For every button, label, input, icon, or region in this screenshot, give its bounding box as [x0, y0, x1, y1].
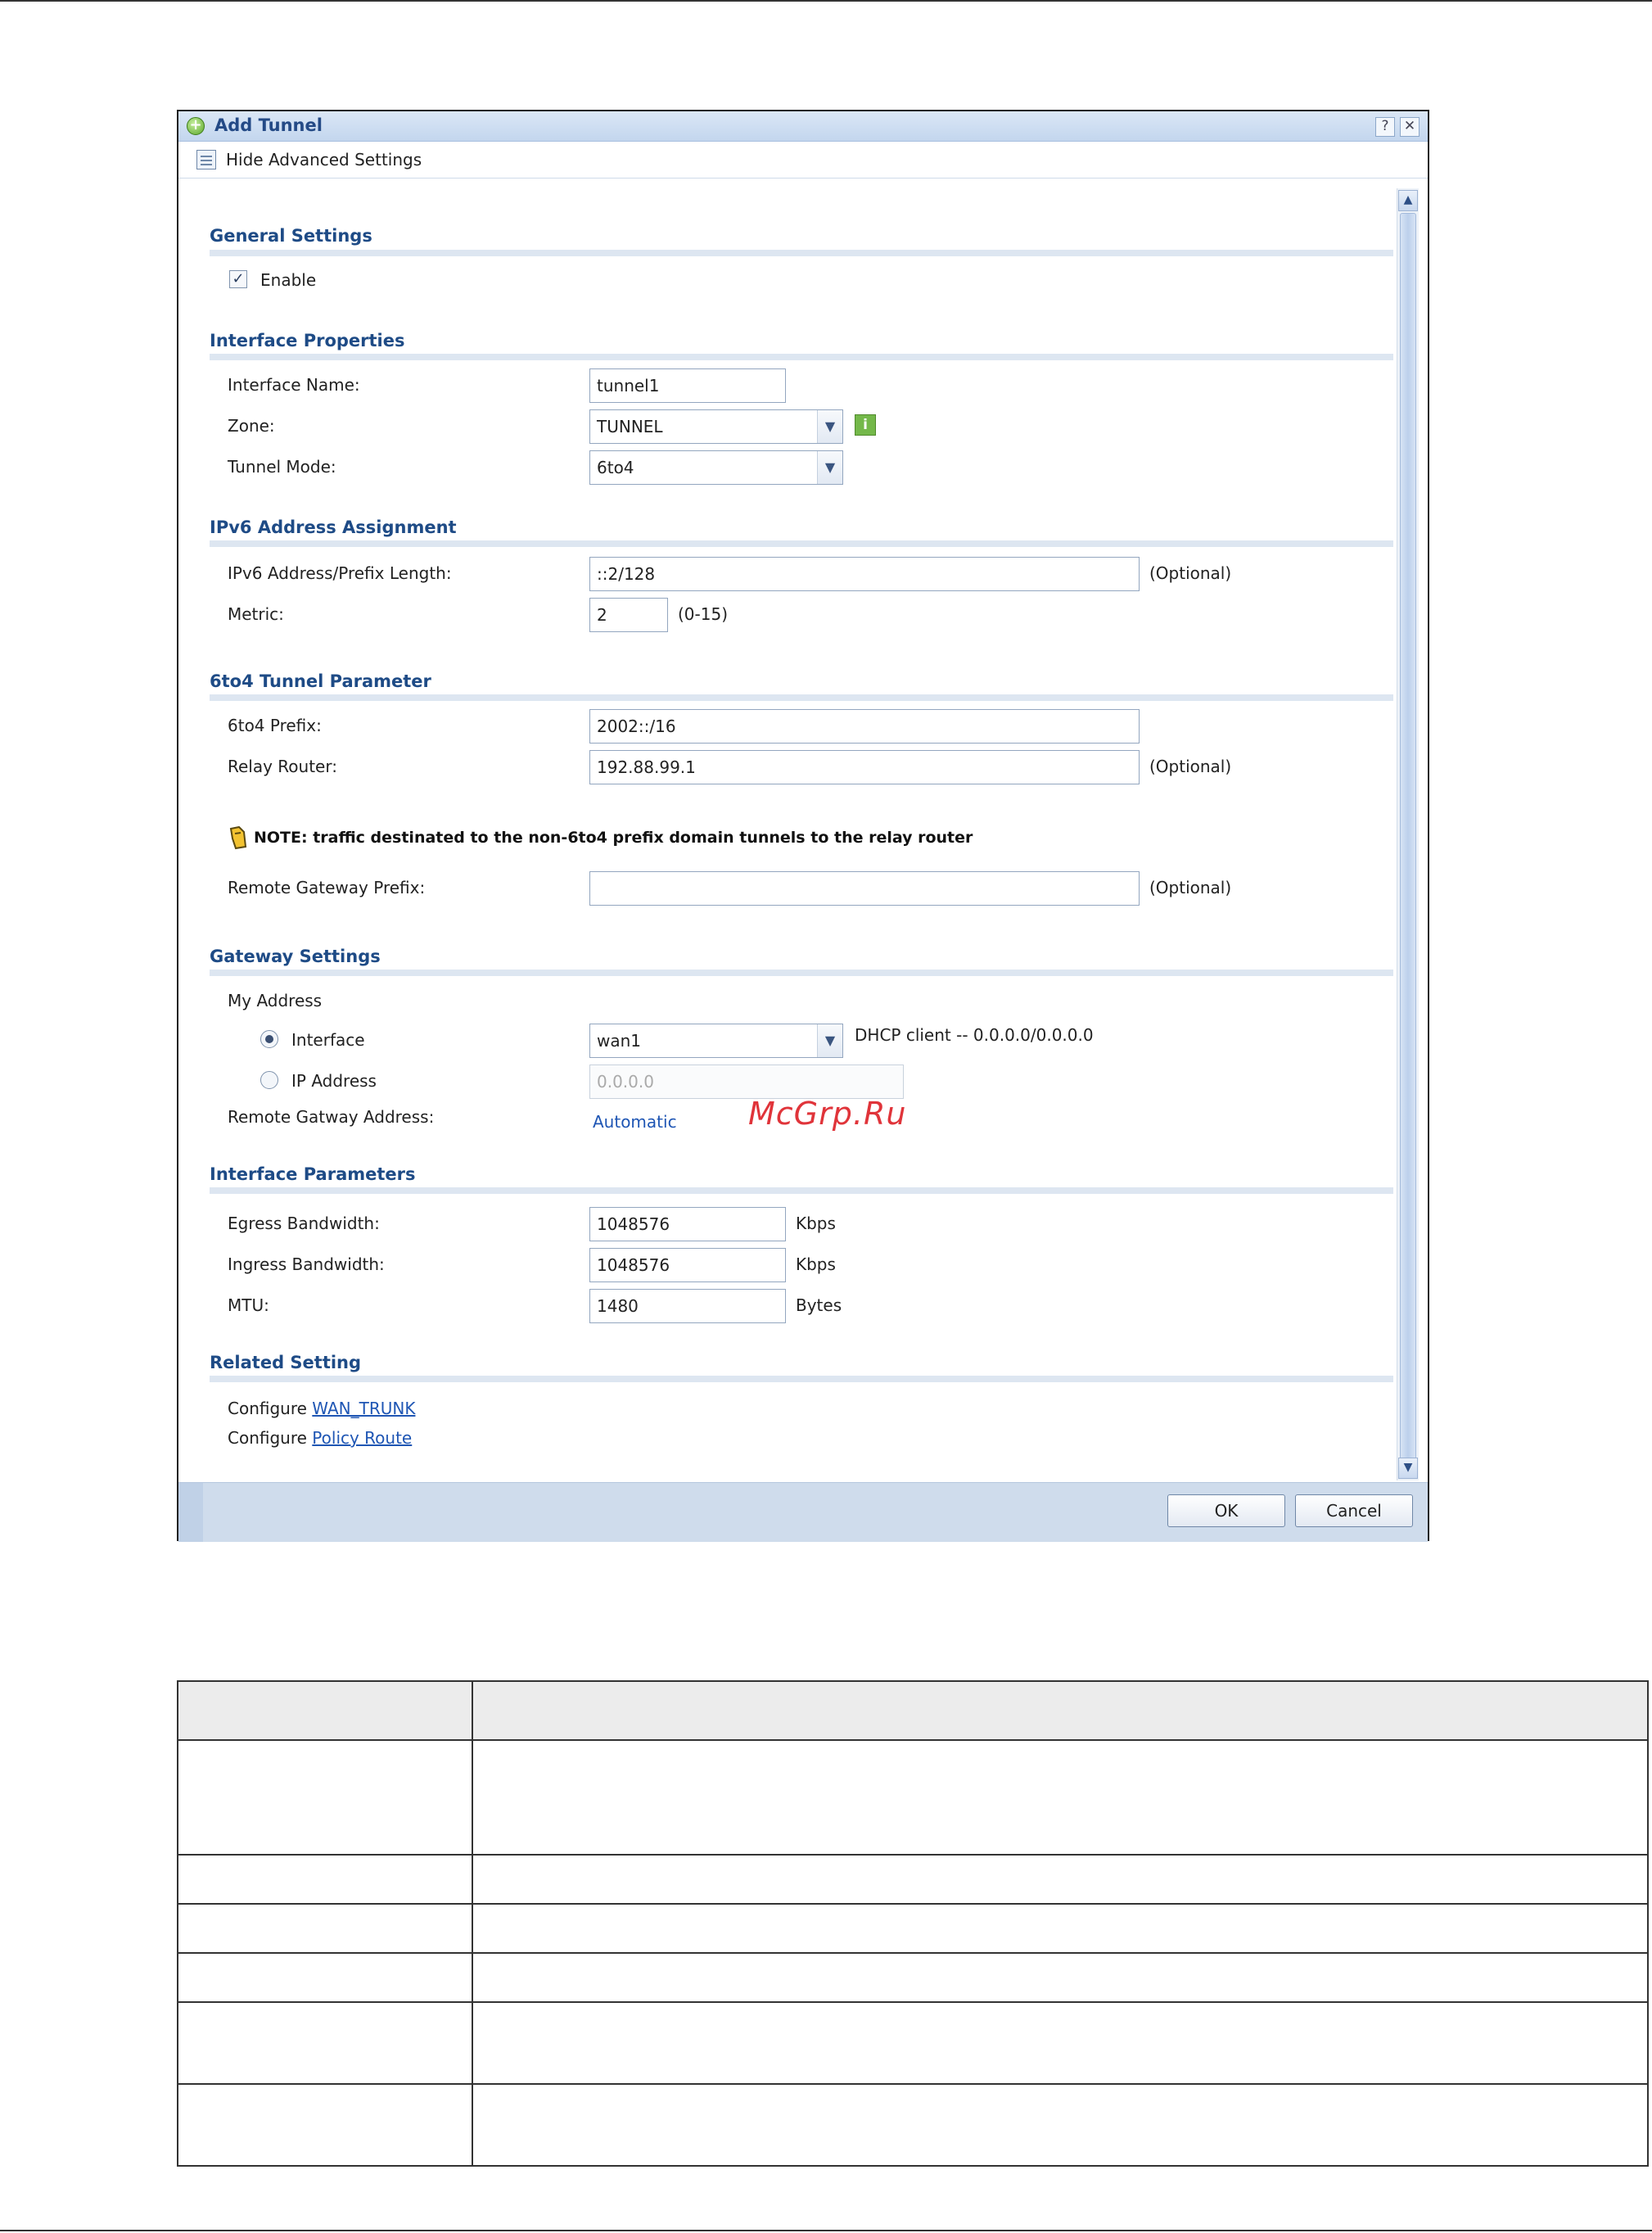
ingress-unit: Kbps	[796, 1254, 836, 1274]
content-scrollbar[interactable]	[1397, 188, 1419, 1480]
zone-label: Zone:	[228, 416, 275, 436]
metric-label: Metric:	[228, 604, 284, 624]
interface-radio[interactable]	[260, 1030, 278, 1048]
chevron-down-icon[interactable]: ▼	[817, 1024, 842, 1057]
interface-select[interactable]	[589, 1024, 843, 1058]
zone-select-value: TUNNEL	[597, 417, 663, 436]
interface-status: DHCP client -- 0.0.0.0/0.0.0.0	[855, 1025, 1094, 1045]
table-row	[178, 1953, 1648, 2002]
table-header-cell	[472, 1681, 1648, 1740]
general-settings-title: General Settings	[210, 226, 372, 246]
interface-select-value: wan1	[597, 1031, 642, 1051]
relay-router-label: Relay Router:	[228, 757, 337, 776]
table-cell	[178, 1855, 472, 1904]
table-cell	[472, 1740, 1648, 1855]
add-tunnel-dialog	[177, 110, 1429, 1541]
enable-label: Enable	[260, 270, 317, 290]
watermark: McGrp.Ru	[748, 1096, 907, 1132]
dialog-toolbar	[178, 142, 1428, 179]
close-icon[interactable]: ✕	[1400, 117, 1420, 137]
remote-gateway-value: Automatic	[593, 1112, 677, 1132]
chevron-down-icon[interactable]: ▼	[817, 410, 842, 443]
scroll-down-icon[interactable]: ▼	[1398, 1458, 1418, 1479]
remote-gateway-label: Remote Gatway Address:	[228, 1107, 435, 1127]
ipv6-address-label: IPv6 Address/Prefix Length:	[228, 563, 452, 583]
wan-trunk-link[interactable]: WAN_TRUNK	[312, 1399, 416, 1418]
table-cell	[472, 2002, 1648, 2084]
related-wan-trunk-row	[228, 1399, 415, 1418]
zone-select[interactable]	[589, 409, 843, 444]
scroll-thumb[interactable]	[1400, 213, 1416, 1462]
table-row	[178, 1740, 1648, 1855]
related-setting-title: Related Setting	[210, 1353, 362, 1372]
interface-name-input[interactable]: tunnel1	[589, 368, 786, 403]
section-divider	[210, 354, 1393, 360]
help-icon[interactable]: ?	[1375, 117, 1395, 137]
ipv6-assignment-title: IPv6 Address Assignment	[210, 518, 457, 537]
footer-edge	[178, 1483, 203, 1542]
section-divider	[210, 694, 1393, 701]
table-cell	[178, 2002, 472, 2084]
section-divider	[210, 540, 1393, 547]
section-divider	[210, 250, 1393, 256]
dialog-footer	[178, 1482, 1428, 1542]
info-icon[interactable]: i	[855, 414, 876, 436]
table-row	[178, 1855, 1648, 1904]
egress-label: Egress Bandwidth:	[228, 1214, 380, 1233]
relay-note: NOTE: traffic destinated to the non-6to4 prefix domain tunnels to the relay router	[254, 829, 973, 847]
table-cell	[472, 1904, 1648, 1953]
table-cell	[472, 1855, 1648, 1904]
interface-name-label: Interface Name:	[228, 375, 360, 395]
interface-radio-label: Interface	[291, 1030, 365, 1050]
page-top-rule	[0, 0, 1652, 2]
mtu-label: MTU:	[228, 1295, 269, 1315]
table-cell	[178, 1904, 472, 1953]
mtu-input[interactable]: 1480	[589, 1289, 786, 1323]
metric-hint: (0-15)	[678, 604, 728, 624]
related-policy-route-row	[228, 1428, 412, 1448]
note-hand-icon	[228, 825, 249, 850]
my-address-label: My Address	[228, 991, 323, 1010]
ipv6-address-hint: (Optional)	[1149, 563, 1232, 583]
hide-advanced-settings-button[interactable]: Hide Advanced Settings	[226, 150, 422, 170]
ok-button[interactable]: OK	[1167, 1494, 1285, 1527]
ingress-input[interactable]: 1048576	[589, 1248, 786, 1282]
table-cell	[178, 1953, 472, 2002]
ip-address-radio[interactable]	[260, 1071, 278, 1089]
egress-unit: Kbps	[796, 1214, 836, 1233]
table-row	[178, 2084, 1648, 2166]
section-divider	[210, 1376, 1393, 1382]
dialog-title: Add Tunnel	[214, 115, 323, 135]
chevron-down-icon[interactable]: ▼	[817, 451, 842, 484]
section-divider	[210, 1187, 1393, 1194]
metric-input[interactable]: 2	[589, 598, 668, 632]
list-icon[interactable]	[196, 150, 216, 170]
section-divider	[210, 970, 1393, 976]
dialog-titlebar	[178, 111, 1428, 142]
remote-prefix-input[interactable]	[589, 871, 1140, 906]
description-table	[177, 1680, 1649, 2167]
relay-router-hint: (Optional)	[1149, 757, 1232, 776]
policy-route-link[interactable]: Policy Route	[312, 1428, 413, 1448]
tunnel-mode-select[interactable]	[589, 450, 843, 485]
table-row	[178, 2002, 1648, 2084]
configure-prefix: Configure	[228, 1399, 307, 1418]
relay-router-input[interactable]: 192.88.99.1	[589, 750, 1140, 784]
enable-checkbox[interactable]: ✓	[229, 270, 247, 288]
table-header-cell	[178, 1681, 472, 1740]
table-cell	[472, 2084, 1648, 2166]
table-row	[178, 1904, 1648, 1953]
cancel-button[interactable]: Cancel	[1295, 1494, 1413, 1527]
prefix-label: 6to4 Prefix:	[228, 716, 322, 735]
tunnel-parameter-title: 6to4 Tunnel Parameter	[210, 671, 431, 691]
gateway-settings-title: Gateway Settings	[210, 947, 381, 966]
plus-circle-icon: +	[187, 117, 205, 135]
ingress-label: Ingress Bandwidth:	[228, 1254, 385, 1274]
mtu-unit: Bytes	[796, 1295, 842, 1315]
ip-address-radio-label: IP Address	[291, 1071, 377, 1091]
configure-prefix: Configure	[228, 1428, 307, 1448]
remote-prefix-label: Remote Gateway Prefix:	[228, 878, 426, 897]
tunnel-mode-label: Tunnel Mode:	[228, 457, 336, 477]
remote-prefix-hint: (Optional)	[1149, 878, 1232, 897]
interface-parameters-title: Interface Parameters	[210, 1164, 416, 1184]
tunnel-mode-value: 6to4	[597, 458, 634, 477]
page-bottom-rule	[0, 2230, 1652, 2231]
table-header-row	[178, 1681, 1648, 1740]
table-cell	[178, 2084, 472, 2166]
prefix-input[interactable]: 2002::/16	[589, 709, 1140, 744]
egress-input[interactable]: 1048576	[589, 1207, 786, 1241]
ip-address-input[interactable]: 0.0.0.0	[589, 1065, 904, 1099]
table-cell	[472, 1953, 1648, 2002]
table-cell	[178, 1740, 472, 1855]
ipv6-address-input[interactable]: ::2/128	[589, 557, 1140, 591]
interface-properties-title: Interface Properties	[210, 331, 405, 350]
scroll-up-icon[interactable]: ▲	[1398, 190, 1418, 211]
dialog-content	[187, 179, 1393, 1480]
